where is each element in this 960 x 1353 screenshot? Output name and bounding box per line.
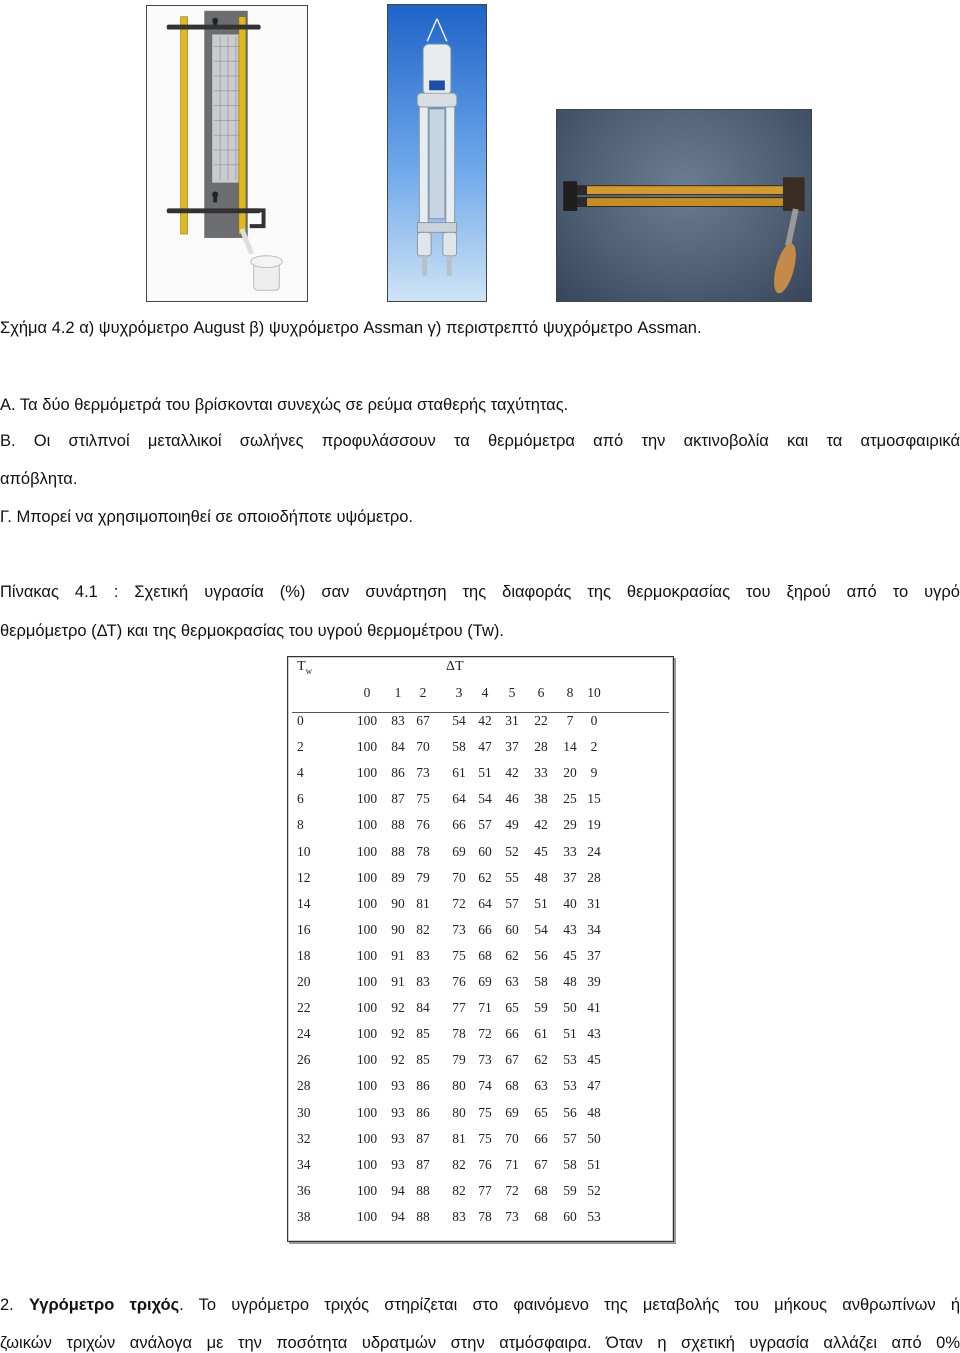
row-label-tw: 10: [297, 843, 311, 859]
item-b-text-line1: Β. Οι στιλπνοί μεταλλικοί σωλήνες προφυλάσσουν τα θερμόμετρα από την ακτινοβολία και τα ατμοσφαιρικά: [0, 432, 960, 450]
table-cell: 83: [416, 974, 430, 989]
table-cell: 77: [478, 1182, 492, 1198]
row-label-tw: 16: [297, 921, 311, 937]
row-label-tw: 6: [297, 791, 304, 807]
table-cell: 90: [391, 921, 405, 937]
row-label-tw: 38: [297, 1208, 311, 1224]
table-cell: 7: [566, 713, 574, 728]
table-cell: 78: [416, 843, 430, 859]
table-cell: 100: [356, 1130, 378, 1146]
table-cell: 59: [563, 1182, 577, 1198]
table-cell: 52: [505, 843, 519, 859]
table-cell: 70: [416, 739, 430, 755]
table-cell: 79: [416, 869, 430, 885]
table-cell: 71: [505, 1156, 519, 1172]
row-label-tw: 2: [297, 739, 304, 755]
table-cell: 0: [590, 713, 598, 728]
table-cell: 84: [391, 739, 405, 755]
table-cell: 85: [416, 1026, 430, 1042]
table-cell: 54: [452, 713, 466, 728]
table-cell: 67: [534, 1156, 548, 1172]
row-label-tw: 36: [297, 1182, 311, 1198]
row-label-tw: 12: [297, 869, 311, 885]
table-cell: 100: [356, 869, 378, 885]
item-g-text: Γ. Μπορεί να χρησιμοποιηθεί σε οποιοδήποτε υψόμετρο.: [0, 508, 413, 526]
row-label-tw: 30: [297, 1104, 311, 1120]
table-cell: 100: [356, 1000, 378, 1016]
table-cell: 91: [391, 947, 405, 963]
table-cell: 66: [478, 921, 492, 937]
table-cell: 65: [505, 1000, 519, 1016]
table-cell: 62: [478, 869, 492, 885]
row-label-tw: 8: [297, 817, 304, 833]
table-cell: 31: [587, 895, 601, 911]
table-cell: 77: [452, 1000, 466, 1016]
table-cell: 22: [534, 713, 548, 728]
table-cell: 57: [563, 1130, 577, 1146]
column-header: 8: [566, 685, 574, 700]
table-cell: 14: [563, 739, 577, 755]
paragraph-number: 2.: [0, 1296, 29, 1314]
table-cell: 79: [452, 1052, 466, 1068]
table-cell: 100: [356, 974, 378, 989]
table-cell: 68: [478, 947, 492, 963]
table-cell: 92: [391, 1052, 405, 1068]
rotating-psychrometer-image: [556, 109, 812, 302]
table-cell: 78: [452, 1026, 466, 1042]
table-cell: 82: [452, 1182, 466, 1198]
table-cell: 54: [534, 921, 548, 937]
table-cell: 86: [391, 765, 405, 781]
table-cell: 45: [563, 947, 577, 963]
table-cell: 25: [563, 791, 577, 807]
table-cell: 100: [356, 817, 378, 833]
table-cell: 45: [587, 1052, 601, 1068]
table-cell: 53: [563, 1078, 577, 1094]
table-cell: 84: [416, 1000, 430, 1016]
table-cell: 68: [534, 1208, 548, 1224]
table-cell: 62: [505, 947, 519, 963]
table-cell: 73: [416, 765, 430, 781]
table-cell: 100: [356, 921, 378, 937]
table-cell: 37: [587, 947, 601, 963]
item-a-text: Α. Τα δύο θερμόμετρά του βρίσκονται συνεχώς σε ρεύμα σταθερής ταχύτητας.: [0, 396, 569, 414]
hygrometer-paragraph-line2: ζωικών τριχών ανάλογα με την ποσότητα υδρατμών στην ατμόσφαιρα. Όταν η σχετική υγρασία αλλάζει από 0%: [0, 1334, 960, 1352]
table-cell: 80: [452, 1078, 466, 1094]
table-cell: 100: [356, 1078, 378, 1094]
table-cell: 93: [391, 1156, 405, 1172]
table-cell: 92: [391, 1026, 405, 1042]
table-cell: 53: [587, 1208, 601, 1224]
table-cell: 89: [391, 869, 405, 885]
august-psychrometer-image: [146, 5, 308, 302]
table-cell: 75: [478, 1130, 492, 1146]
table-cell: 88: [391, 817, 405, 833]
table-cell: 67: [505, 1052, 519, 1068]
table-cell: 100: [356, 947, 378, 963]
table-cell: 59: [534, 1000, 548, 1016]
table-cell: 61: [452, 765, 466, 781]
tw-header-symbol: T: [297, 659, 306, 674]
table-cell: 24: [587, 843, 601, 859]
table-cell: 80: [452, 1104, 466, 1120]
table-cell: 58: [563, 1156, 577, 1172]
table-cell: 92: [391, 1000, 405, 1016]
table-cell: 19: [587, 817, 601, 833]
table-cell: 15: [587, 791, 601, 807]
table-cell: 100: [356, 765, 378, 781]
table-cell: 81: [416, 895, 430, 911]
table-cell: 58: [452, 739, 466, 755]
table-cell: 86: [416, 1078, 430, 1094]
table-cell: 82: [416, 921, 430, 937]
table-cell: 86: [416, 1104, 430, 1120]
row-label-tw: 0: [297, 713, 304, 728]
table-cell: 51: [478, 765, 492, 781]
column-header: 2: [419, 685, 427, 700]
table-cell: 51: [534, 895, 548, 911]
table-cell: 100: [356, 1104, 378, 1120]
table-cell: 56: [563, 1104, 577, 1120]
table-cell: 50: [563, 1000, 577, 1016]
table-cell: 82: [452, 1156, 466, 1172]
table-cell: 46: [505, 791, 519, 807]
table-cell: 60: [505, 921, 519, 937]
table-cell: 91: [391, 974, 405, 989]
table-cell: 28: [587, 869, 601, 885]
delta-t-header: ΔT: [446, 659, 464, 674]
table-cell: 100: [356, 739, 378, 755]
table-cell: 100: [356, 1208, 378, 1224]
table-cell: 43: [587, 1026, 601, 1042]
table-cell: 67: [416, 713, 430, 728]
table-cell: 88: [416, 1208, 430, 1224]
table-cell: 100: [356, 1052, 378, 1068]
table-cell: 63: [505, 974, 519, 989]
column-header: 0: [363, 685, 371, 700]
table-cell: 93: [391, 1130, 405, 1146]
table-cell: 75: [478, 1104, 492, 1120]
table-cell: 100: [356, 1156, 378, 1172]
item-b-text-line2: απόβλητα.: [0, 470, 78, 488]
table-cell: 31: [505, 713, 519, 728]
row-label-tw: 20: [297, 974, 311, 989]
table-cell: 72: [452, 895, 466, 911]
table-cell: 72: [505, 1182, 519, 1198]
tw-header-subscript: w: [305, 665, 313, 676]
table-cell: 73: [478, 1052, 492, 1068]
table-cell: 52: [587, 1182, 601, 1198]
table-cell: 68: [505, 1078, 519, 1094]
table-cell: 51: [587, 1156, 601, 1172]
table-cell: 53: [563, 1052, 577, 1068]
table-cell: 71: [478, 1000, 492, 1016]
table-cell: 100: [356, 843, 378, 859]
table-cell: 73: [505, 1208, 519, 1224]
table-cell: 83: [452, 1208, 466, 1224]
table-cell: 42: [478, 713, 492, 728]
row-label-tw: 18: [297, 947, 311, 963]
table-cell: 34: [587, 921, 601, 937]
table-cell: 75: [452, 947, 466, 963]
table-cell: 63: [534, 1078, 548, 1094]
table-cell: 69: [452, 843, 466, 859]
table-cell: 47: [478, 739, 492, 755]
table-cell: 90: [391, 895, 405, 911]
table-caption-line1: Πίνακας 4.1 : Σχετική υγρασία (%) σαν συνάρτηση της διαφοράς της θερμοκρασίας του ξηρού από το υγρό: [0, 583, 960, 601]
table-cell: 48: [534, 869, 548, 885]
table-cell: 65: [534, 1104, 548, 1120]
table-cell: 54: [478, 791, 492, 807]
table-cell: 100: [356, 791, 378, 807]
paragraph-heading: Υγρόμετρο τριχός: [28, 1296, 180, 1314]
table-cell: 87: [391, 791, 405, 807]
table-cell: 81: [452, 1130, 466, 1146]
table-cell: 29: [563, 817, 577, 833]
table-cell: 50: [587, 1130, 601, 1146]
table-cell: 60: [563, 1208, 577, 1224]
table-cell: 37: [563, 869, 577, 885]
table-cell: 100: [356, 713, 378, 728]
table-cell: 72: [478, 1026, 492, 1042]
table-cell: 37: [505, 739, 519, 755]
column-header: 3: [455, 685, 463, 700]
table-cell: 100: [356, 895, 378, 911]
table-cell: 43: [563, 921, 577, 937]
table-cell: 56: [534, 947, 548, 963]
table-cell: 48: [587, 1104, 601, 1120]
table-cell: 39: [587, 974, 601, 989]
table-cell: 100: [356, 1026, 378, 1042]
table-cell: 87: [416, 1130, 430, 1146]
table-cell: 74: [478, 1078, 492, 1094]
paragraph-text: . Το υγρόμετρο τριχός στηρίζεται στο φαινόμενο της μεταβολής του μήκους ανθρωπίνων ή: [179, 1296, 960, 1314]
table-cell: 76: [478, 1156, 492, 1172]
table-cell: 48: [563, 974, 577, 989]
row-label-tw: 26: [297, 1052, 311, 1068]
table-cell: 66: [452, 817, 466, 833]
table-cell: 76: [416, 817, 430, 833]
table-cell: 47: [587, 1078, 601, 1094]
table-cell: 9: [590, 765, 598, 781]
table-cell: 55: [505, 869, 519, 885]
table-cell: 76: [452, 974, 466, 989]
table-cell: 45: [534, 843, 548, 859]
table-cell: 28: [534, 739, 548, 755]
table-cell: 41: [587, 1000, 601, 1016]
table-cell: 33: [563, 843, 577, 859]
table-cell: 70: [505, 1130, 519, 1146]
row-label-tw: 24: [297, 1026, 311, 1042]
column-header: 1: [394, 685, 402, 700]
table-cell: 57: [478, 817, 492, 833]
table-cell: 83: [391, 713, 405, 728]
row-label-tw: 32: [297, 1130, 311, 1146]
table-cell: 42: [505, 765, 519, 781]
table-cell: 78: [478, 1208, 492, 1224]
table-cell: 93: [391, 1104, 405, 1120]
column-header: 6: [537, 685, 545, 700]
table-cell: 66: [534, 1130, 548, 1146]
table-cell: 60: [478, 843, 492, 859]
row-label-tw: 34: [297, 1156, 311, 1172]
table-cell: 83: [416, 947, 430, 963]
table-cell: 58: [534, 974, 548, 989]
table-cell: 70: [452, 869, 466, 885]
table-cell: 57: [505, 895, 519, 911]
table-cell: 68: [534, 1182, 548, 1198]
row-label-tw: 22: [297, 1000, 311, 1016]
table-cell: 64: [478, 895, 492, 911]
table-cell: 100: [356, 1182, 378, 1198]
column-header: 5: [508, 685, 516, 700]
column-header: 10: [587, 685, 601, 700]
table-cell: 85: [416, 1052, 430, 1068]
table-cell: 61: [534, 1026, 548, 1042]
table-cell: 69: [478, 974, 492, 989]
column-header: 4: [481, 685, 489, 700]
row-label-tw: 28: [297, 1078, 311, 1094]
table-cell: 51: [563, 1026, 577, 1042]
table-caption-line2: θερμόμετρο (ΔΤ) και της θερμοκρασίας του υγρού θερμομέτρου (Tw).: [0, 622, 504, 640]
assman-psychrometer-image: [387, 4, 487, 302]
figure-caption: Σχήμα 4.2 α) ψυχρόμετρο August β) ψυχρόμετρο Assman γ) περιστρεπτό ψυχρόμετρο Assman.: [0, 319, 702, 337]
tw-header: [297, 659, 312, 676]
table-cell: 38: [534, 791, 548, 807]
table-cell: 88: [391, 843, 405, 859]
table-cell: 87: [416, 1156, 430, 1172]
row-label-tw: 4: [297, 765, 304, 781]
table-cell: 2: [590, 739, 598, 755]
table-cell: 42: [534, 817, 548, 833]
humidity-table: [287, 656, 674, 1242]
table-cell: 69: [505, 1104, 519, 1120]
table-cell: 75: [416, 791, 430, 807]
table-cell: 94: [391, 1208, 405, 1224]
table-cell: 88: [416, 1182, 430, 1198]
table-cell: 64: [452, 791, 466, 807]
table-cell: 62: [534, 1052, 548, 1068]
table-cell: 94: [391, 1182, 405, 1198]
table-cell: 33: [534, 765, 548, 781]
table-cell: 66: [505, 1026, 519, 1042]
table-cell: 93: [391, 1078, 405, 1094]
table-cell: 20: [563, 765, 577, 781]
hygrometer-paragraph-line1: [0, 1295, 960, 1315]
table-cell: 40: [563, 895, 577, 911]
row-label-tw: 14: [297, 895, 311, 911]
table-cell: 49: [505, 817, 519, 833]
table-cell: 73: [452, 921, 466, 937]
